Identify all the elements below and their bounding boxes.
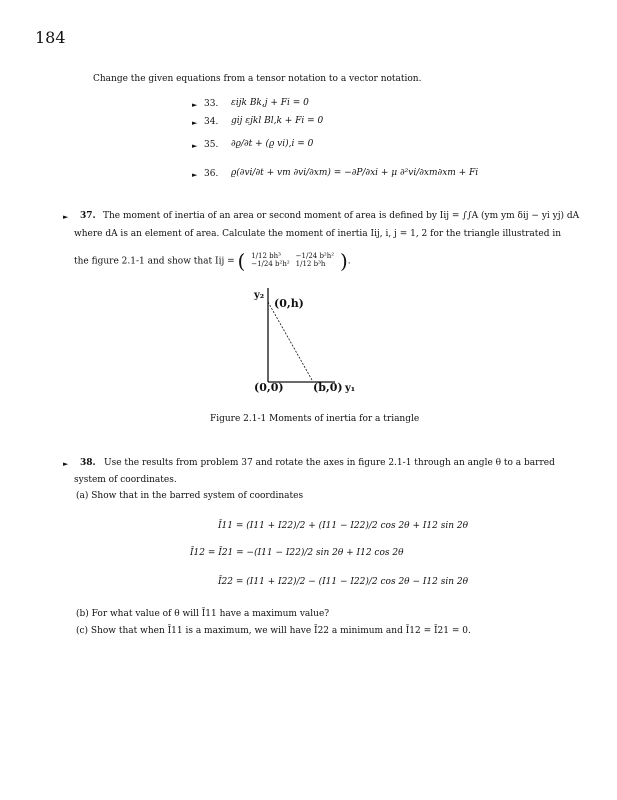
top-vertex-label: (0,h)	[274, 297, 304, 310]
problem-38-part-c: (c) Show that when Ī11 is a maximum, we will have Ī22 a minimum and Ī12 = Ī21 = 0.	[76, 626, 471, 636]
problem-36-equation: ϱ(∂vi/∂t + vm ∂vi/∂xm) = −∂P/∂xi + μ ∂²vi/∂xm∂xm + Fi	[231, 168, 479, 178]
matrix-cell: 1/12 b³h	[295, 260, 326, 268]
equation-I12-bar: Ī12 = Ī21 = −(I11 − I22)/2 sin 2θ + I12 cos 2θ	[190, 548, 404, 558]
problem-37-line3-prefix: the figure 2.1-1 and show that Iij =	[74, 256, 235, 267]
problem-33-equation: εijk Bk,j + Fi = 0	[231, 98, 309, 108]
matrix-cell: −1/24 b²h²	[251, 260, 290, 268]
y1-axis-label: y₁	[345, 383, 356, 394]
problem-37-line1: The moment of inertia of an area or second moment of area is defined by Iij = ∫∫A (ym ym δij − yi yj) dA	[103, 211, 580, 221]
inertia-matrix	[248, 253, 337, 268]
equation-I22-bar: Ī22 = (I11 + I22)/2 − (I11 − I22)/2 cos 2θ − I12 sin 2θ	[218, 577, 469, 587]
problem-38-part-b: (b) For what value of θ will Ī11 have a maximum value?	[76, 609, 330, 619]
problem-36-number: 36.	[204, 169, 219, 179]
problem-37-line3: the figure 2.1-1 and show that Iij = ( 1/12 bh³ −1/24 b²h² −1/24 b²h² 1/12 b³h ).	[74, 249, 351, 273]
origin-label: (0,0)	[254, 381, 284, 394]
triangle-marker-icon: ►	[63, 213, 69, 221]
problem-38-line2: system of coordinates.	[74, 475, 177, 485]
y2-axis-label: y₂	[254, 290, 265, 301]
problem-33-number: 33.	[204, 99, 219, 109]
problem-38-part-a: (a) Show that in the barred system of coordinates	[76, 491, 304, 501]
triangle-marker-icon: ►	[192, 171, 198, 179]
problem-34-equation: gij εjkl Bl,k + Fi = 0	[231, 116, 324, 126]
page-number: 184	[35, 28, 66, 47]
triangle-marker-icon: ►	[192, 142, 198, 150]
problem-37-line2: where dA is an element of area. Calculate the moment of inertia Iij, i, j = 1, 2 for the triangle illustrated in	[74, 229, 562, 239]
triangle-marker-icon: ►	[192, 101, 198, 109]
triangle-marker-icon: ►	[192, 119, 198, 127]
b-vertex-label: (b,0)	[313, 381, 343, 394]
triangle-marker-icon: ►	[63, 460, 69, 468]
matrix-cell: 1/12 bh³	[251, 252, 281, 261]
hypotenuse	[268, 302, 312, 380]
equation-I11-bar: Ī11 = (I11 + I22)/2 + (I11 − I22)/2 cos 2θ + I12 sin 2θ	[218, 521, 469, 531]
problem-34-number: 34.	[204, 117, 219, 127]
figure-caption: Figure 2.1-1 Moments of inertia for a triangle	[210, 414, 420, 424]
problem-38-number: 38.	[80, 458, 96, 468]
problem-38-line1: Use the results from problem 37 and rotate the axes in figure 2.1-1 through an angle θ to a barred	[104, 458, 555, 468]
problem-37-number: 37.	[80, 211, 96, 221]
problem-35-equation: ∂ϱ/∂t + (ϱ vi),i = 0	[231, 139, 314, 149]
intro-text: Change the given equations from a tensor notation to a vector notation.	[93, 74, 422, 84]
problem-35-number: 35.	[204, 140, 219, 150]
matrix-cell: −1/24 b²h²	[295, 252, 335, 261]
